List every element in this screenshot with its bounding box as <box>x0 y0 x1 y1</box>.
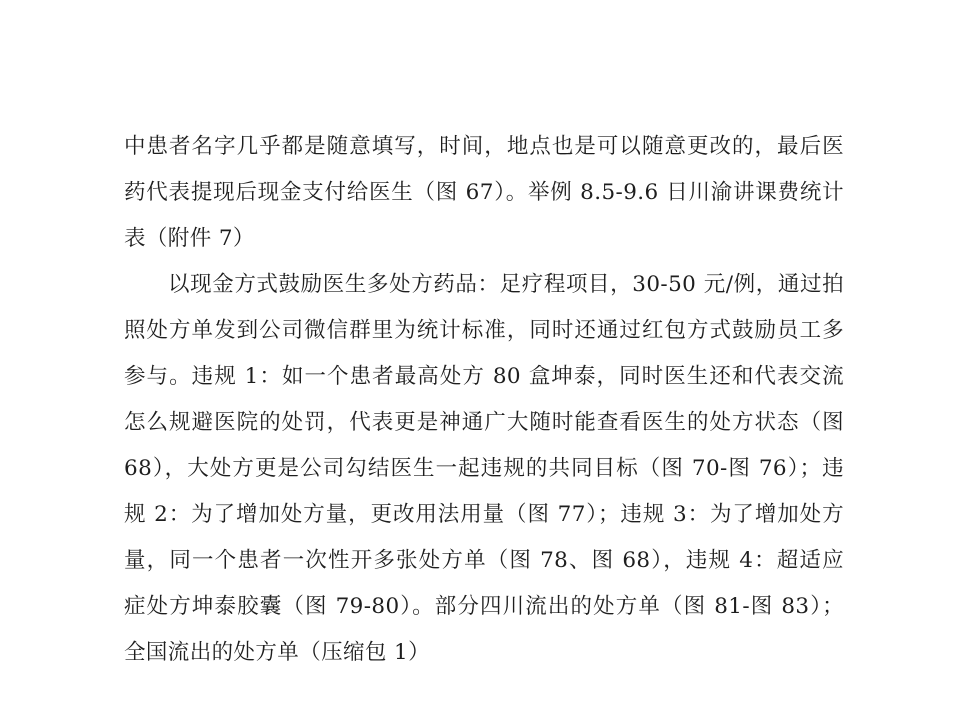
paragraph-1 <box>124 124 844 262</box>
text-line: 参与。违规 1：如一个患者最高处方 80 盒坤泰，同时医生还和代表交流 <box>124 364 844 389</box>
text-line: 量，同一个患者一次性开多张处方单（图 78、图 68），违规 4：超适应 <box>124 548 844 573</box>
text-line: 药代表提现后现金支付给医生（图 67）。举例 8.5-9.6 日川渝讲课费统计 <box>124 180 844 205</box>
text-line: 中患者名字几乎都是随意填写，时间，地点也是可以随意更改的，最后医 <box>124 134 844 159</box>
text-line: 怎么规避医院的处罚，代表更是神通广大随时能查看医生的处方状态（图 <box>124 410 844 435</box>
text-line: 表（附件 7） <box>124 226 255 251</box>
text-line: 全国流出的处方单（压缩包 1） <box>124 640 431 665</box>
document-body <box>124 124 844 676</box>
text-line: 症处方坤泰胶囊（图 79-80）。部分四川流出的处方单（图 81-图 83）； <box>124 594 844 619</box>
text-line: 照处方单发到公司微信群里为统计标准，同时还通过红包方式鼓励员工多 <box>124 318 844 343</box>
paragraph-2 <box>124 262 844 676</box>
text-line: 规 2：为了增加处方量，更改用法用量（图 77）；违规 3：为了增加处方 <box>124 502 844 527</box>
text-line: 68），大处方更是公司勾结医生一起违规的共同目标（图 70-图 76）；违 <box>124 456 844 481</box>
text-line: 以现金方式鼓励医生多处方药品：足疗程项目，30-50 元/例，通过拍 <box>168 272 844 297</box>
